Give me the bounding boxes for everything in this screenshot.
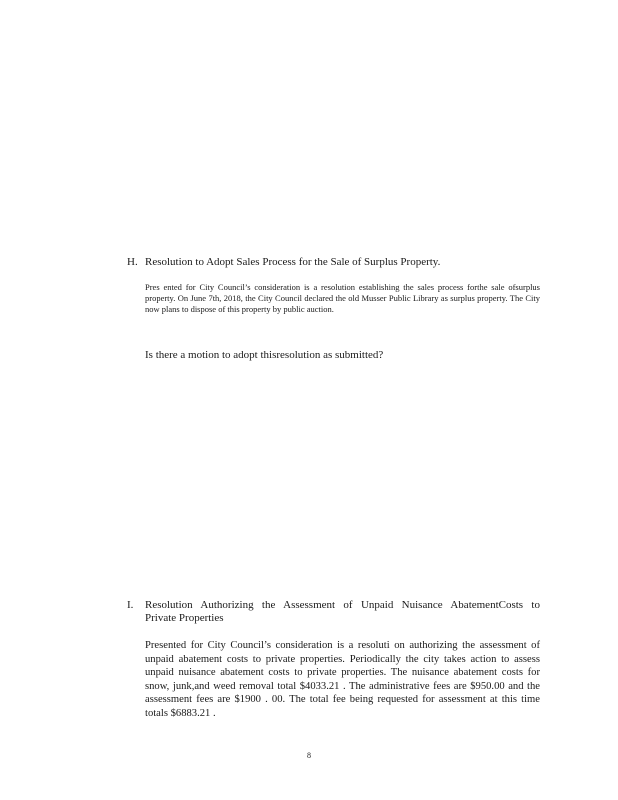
page-number: 8 xyxy=(307,751,311,760)
item-h-heading: Resolution to Adopt Sales Process for the Sale of Surplus Property. xyxy=(145,256,441,268)
item-h-motion-question: Is there a motion to adopt thisresolution as submitted? xyxy=(145,349,384,361)
item-h-marker: H. xyxy=(127,256,138,268)
item-h-paragraph: Pres ented for City Council’s consideration is a resolution establishing the sales process forthe sale ofsurplus property. On June 7th, 2018, the City Council declared the old Musser Public Library as surplus property. The City now plans to dispose of this property by public auction. xyxy=(145,282,540,314)
item-i-heading-line-1: Resolution Authorizing the Assessment of Unpaid Nuisance AbatementCosts to xyxy=(145,599,540,611)
item-i-heading-line-2: Private Properties xyxy=(145,612,224,624)
item-i-marker: I. xyxy=(127,599,134,611)
item-i-paragraph: Presented for City Council’s consideration is a resoluti on authorizing the assessment of unpaid abatement costs to private properties. Periodically the city takes action to assess unpaid nuisance abatement costs to private properties. The nuisance abatement costs for snow, junk,and weed removal total $4033.21 . The administrative fees are $950.00 and the assessment fees are $1900 . 00. The total fee being requested for assessment at this time totals $6883.21 . xyxy=(145,640,540,719)
